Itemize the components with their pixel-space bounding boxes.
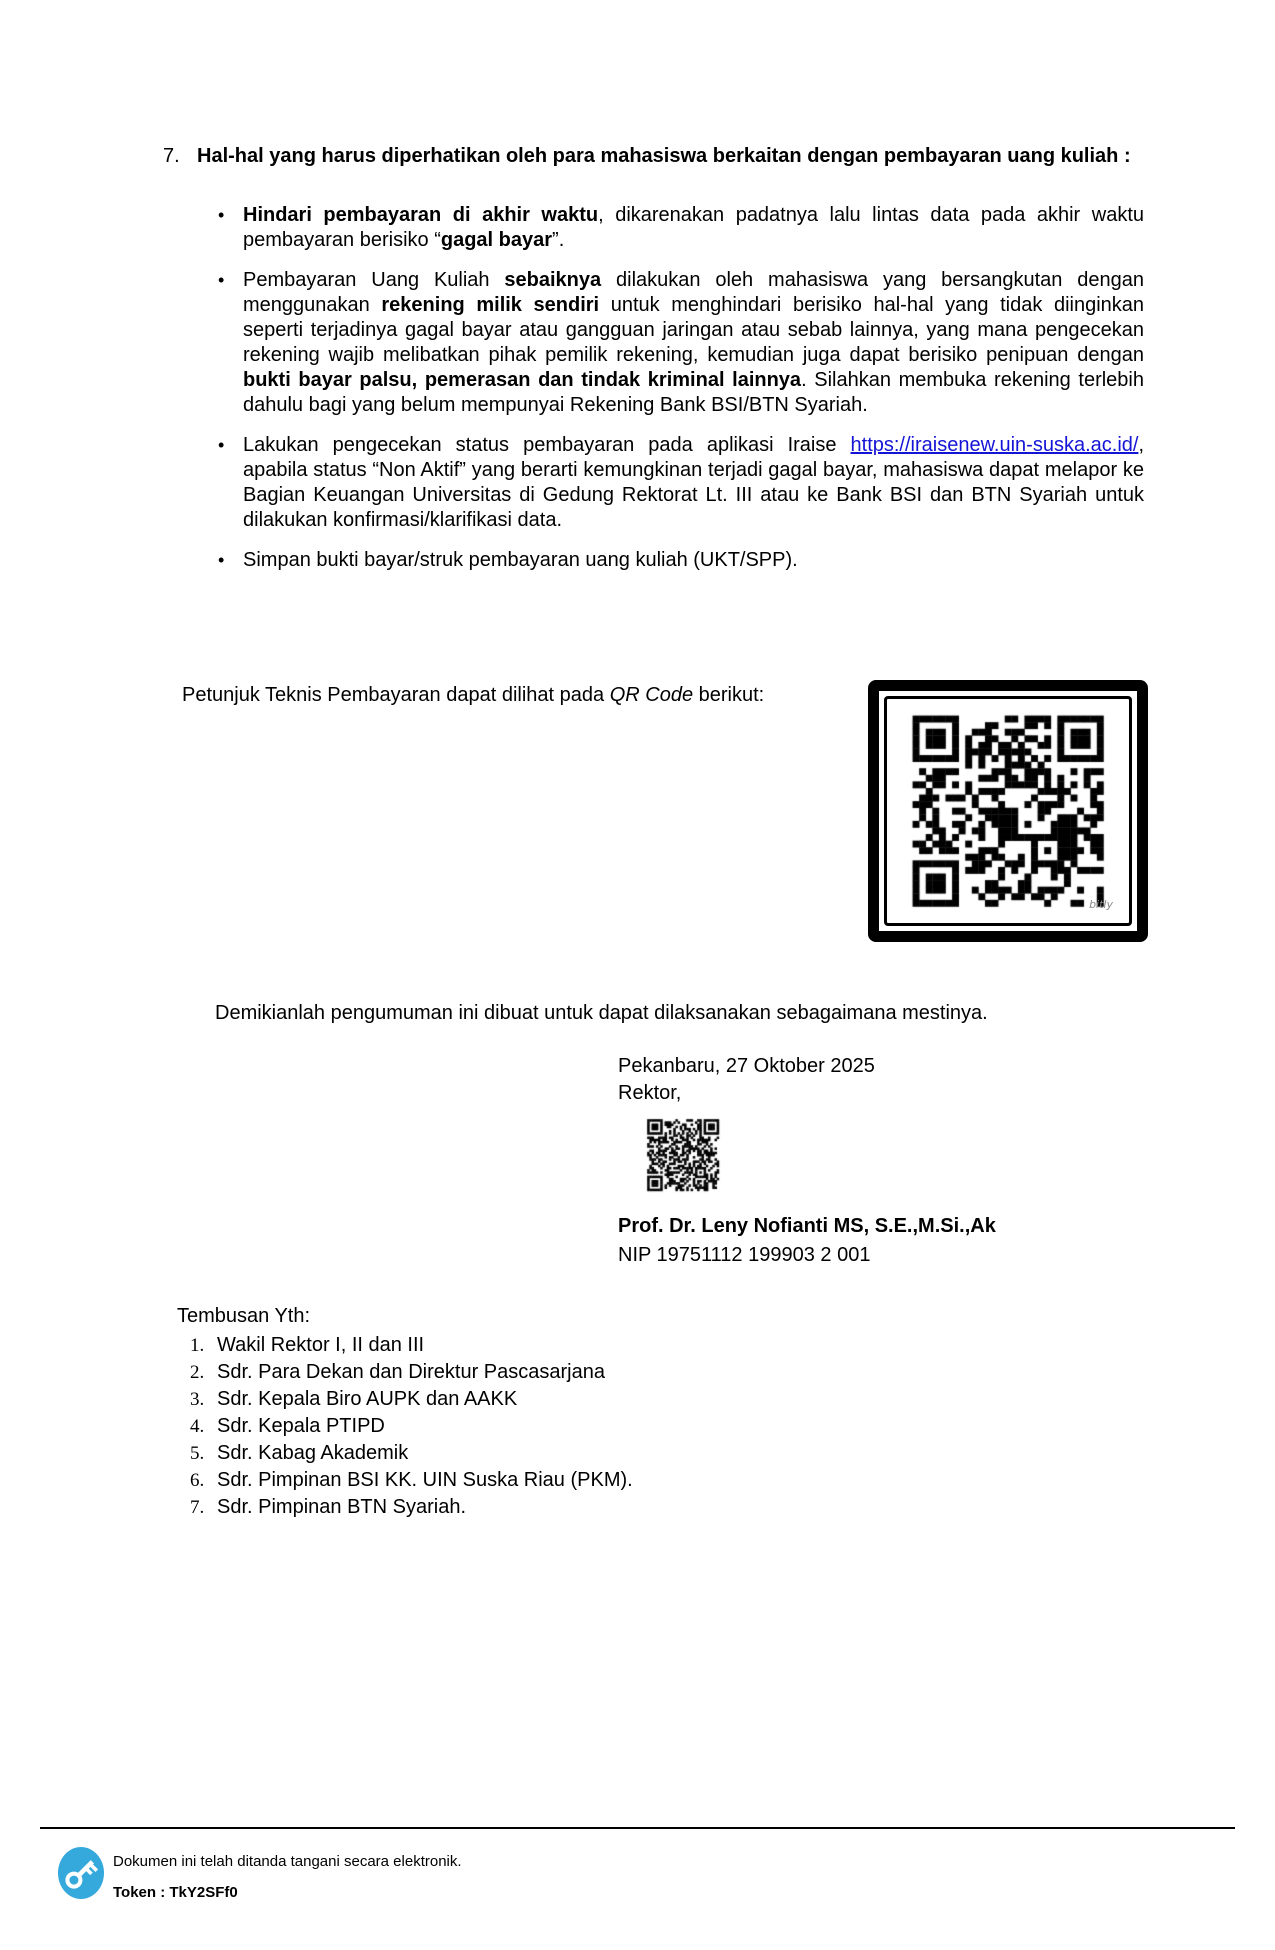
tembusan-item-text: Wakil Rektor I, II dan III: [217, 1334, 425, 1356]
payment-qr-code: [906, 709, 1110, 913]
tembusan-item: [177, 1359, 817, 1386]
tembusan-item-number: 6.: [190, 1470, 205, 1491]
signature-qr-code: [645, 1117, 721, 1193]
tembusan-item-text: Sdr. Pimpinan BSI KK. UIN Suska Riau (PKM).: [217, 1469, 633, 1491]
esign-footer: [113, 1853, 462, 1902]
tembusan-item: [177, 1494, 817, 1521]
qr-instruction-caption: Petunjuk Teknis Pembayaran dapat dilihat pada QR Code berikut:: [182, 684, 765, 706]
key-icon: [57, 1846, 105, 1900]
tembusan-item-text: Sdr. Pimpinan BTN Syariah.: [217, 1496, 466, 1518]
bullet-item: [218, 203, 1144, 253]
tembusan-item-number: 4.: [190, 1416, 205, 1437]
bullet-text: Lakukan pengecekan status pembayaran pada aplikasi Iraise https://iraisenew.uin-suska.ac.id/, apabila status “Non Aktif” yang berarti kemungkinan terjadi gagal bayar, mahasiswa dapat melapor ke Bagian Keuangan Universitas di Gedung Rektorat Lt. III atau ke Bank BSI dan BTN Syariah untuk dilakukan konfirmasi/klarifikasi data.: [243, 434, 1144, 531]
tembusan-list: [177, 1332, 817, 1521]
signatory-nip: NIP 19751112 199903 2 001: [618, 1244, 871, 1266]
tembusan-item-text: Sdr. Kepala Biro AUPK dan AAKK: [217, 1388, 518, 1410]
tembusan-item: [177, 1467, 817, 1494]
tembusan-item: [177, 1413, 817, 1440]
bullet-item: [218, 268, 1144, 418]
bullet-icon: •: [218, 270, 225, 290]
tembusan-item: [177, 1332, 817, 1359]
tembusan-section: [177, 1303, 817, 1521]
tembusan-item: [177, 1386, 817, 1413]
bullet-icon: •: [218, 550, 225, 570]
tembusan-item-number: 5.: [190, 1443, 205, 1464]
payment-notes-list: [163, 203, 1144, 573]
iraise-link[interactable]: https://iraisenew.uin-suska.ac.id/: [850, 434, 1139, 456]
bullet-item: [218, 433, 1144, 533]
bullet-icon: •: [218, 435, 225, 455]
esign-note: Dokumen ini telah ditanda tangani secara elektronik.: [113, 1853, 462, 1870]
tembusan-heading: Tembusan Yth:: [177, 1305, 311, 1327]
tembusan-item-number: 3.: [190, 1389, 205, 1410]
payment-qr-inner: [884, 696, 1132, 926]
section-7: [163, 143, 1144, 588]
payment-qr-frame: [868, 680, 1148, 942]
signature-place-date: Pekanbaru, 27 Oktober 2025: [618, 1055, 875, 1077]
section-heading: Hal-hal yang harus diperhatikan oleh para mahasiswa berkaitan dengan pembayaran uang kuliah :: [197, 145, 1131, 167]
section-number: 7.: [163, 145, 180, 167]
signature-block: [618, 1053, 1138, 1269]
bullet-text: Hindari pembayaran di akhir waktu, dikarenakan padatnya lalu lintas data pada akhir waktu pembayaran berisiko “gagal bayar”.: [243, 204, 1144, 251]
tembusan-item-text: Sdr. Kabag Akademik: [217, 1442, 409, 1464]
tembusan-item: [177, 1440, 817, 1467]
bullet-icon: •: [218, 205, 225, 225]
bullet-text: Simpan bukti bayar/struk pembayaran uang kuliah (UKT/SPP).: [243, 549, 798, 571]
tembusan-item-text: Sdr. Kepala PTIPD: [217, 1415, 385, 1437]
tembusan-item-number: 2.: [190, 1362, 205, 1383]
closing-statement: Demikianlah pengumuman ini dibuat untuk dapat dilaksanakan sebagaimana mestinya.: [215, 1002, 988, 1024]
bullet-text: Pembayaran Uang Kuliah sebaiknya dilakukan oleh mahasiswa yang bersangkutan dengan menggunakan rekening milik sendiri untuk menghindari berisiko hal-hal yang tidak diinginkan seperti terjadinya gagal bayar atau gangguan jaringan atau sebab lainnya, yang mana pengecekan rekening wajib melibatkan pihak pemilik rekening, kemudian juga dapat berisiko penipuan dengan bukti bayar palsu, pemerasan dan tindak kriminal lainnya. Silahkan membuka rekening terlebih dahulu bagi yang belum mempunyai Rekening Bank BSI/BTN Syariah.: [243, 269, 1145, 416]
signature-title: Rektor,: [618, 1082, 682, 1104]
tembusan-item-text: Sdr. Para Dekan dan Direktur Pascasarjana: [217, 1361, 605, 1383]
footer-divider: [40, 1827, 1235, 1829]
signatory-name: Prof. Dr. Leny Nofianti MS, S.E.,M.Si.,Ak: [618, 1215, 996, 1237]
bullet-item: [218, 548, 1144, 573]
tembusan-item-number: 1.: [190, 1335, 205, 1356]
tembusan-item-number: 7.: [190, 1497, 205, 1518]
esign-token: Token : TkY2SFf0: [113, 1884, 238, 1901]
bitly-watermark: bitly: [1089, 898, 1113, 911]
